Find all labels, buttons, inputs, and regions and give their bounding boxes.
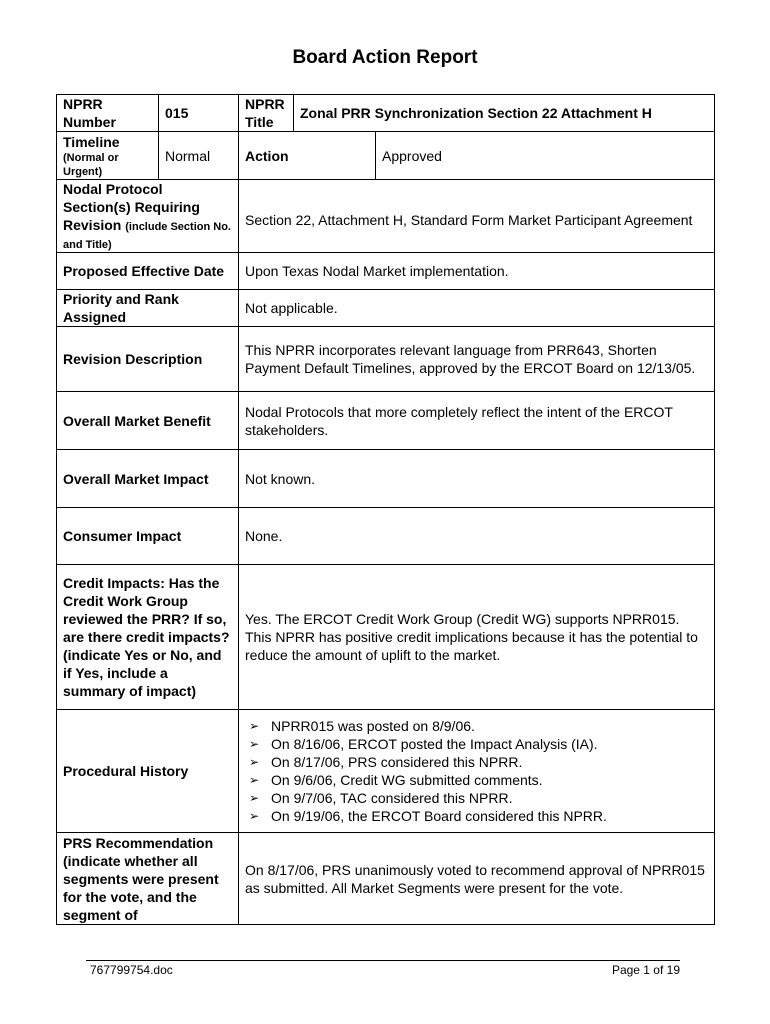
nodal-sub-label: (include Section No. and Title) bbox=[63, 221, 231, 251]
arrow-bullet-icon: ➢ bbox=[249, 719, 260, 733]
table-row bbox=[57, 253, 715, 290]
credit-impacts-value: Yes. The ERCOT Credit Work Group (Credit WG) supports NPRR015. This NPRR has positive credit implications because it has the potential to reduce the amount of uplift to the market. bbox=[239, 565, 715, 710]
footer-page-number: Page 1 of 19 bbox=[611, 963, 680, 977]
table-row bbox=[57, 508, 715, 565]
footer-divider bbox=[86, 960, 680, 961]
timeline-label: Timeline bbox=[63, 133, 120, 150]
report-title: Board Action Report bbox=[292, 47, 478, 68]
list-item: ➢ On 8/16/06, ERCOT posted the Impact Analysis (IA). bbox=[249, 736, 598, 752]
arrow-bullet-icon: ➢ bbox=[249, 737, 260, 751]
table-row bbox=[57, 565, 715, 710]
nprr-title-label: NPRR Title bbox=[239, 95, 294, 132]
table-row bbox=[57, 180, 715, 253]
timeline-cell bbox=[57, 132, 159, 180]
list-item: ➢ On 9/6/06, Credit WG submitted comments. bbox=[249, 772, 543, 788]
consumer-impact-value: None. bbox=[239, 508, 715, 565]
timeline-value: Normal bbox=[159, 132, 239, 180]
effective-date-value: Upon Texas Nodal Market implementation. bbox=[239, 253, 715, 290]
table-row bbox=[57, 95, 715, 132]
procedural-history-list bbox=[245, 717, 708, 825]
procedural-history-value bbox=[239, 710, 715, 833]
procedural-history-label: Procedural History bbox=[57, 710, 239, 833]
priority-label: Priority and Rank Assigned bbox=[57, 290, 239, 327]
consumer-impact-label: Consumer Impact bbox=[57, 508, 239, 565]
action-label: Action bbox=[239, 132, 376, 180]
market-benefit-label: Overall Market Benefit bbox=[57, 392, 239, 450]
table-row bbox=[57, 290, 715, 327]
list-item: ➢ On 8/17/06, PRS considered this NPRR. bbox=[249, 754, 523, 770]
table-row bbox=[57, 833, 715, 925]
arrow-bullet-icon: ➢ bbox=[249, 791, 260, 805]
credit-impacts-label: Credit Impacts: Has the Credit Work Group reviewed the PRR? If so, are there credit impacts? (indicate Yes or No, and if Yes, include a summary of impact) bbox=[57, 565, 239, 710]
effective-date-label: Proposed Effective Date bbox=[57, 253, 239, 290]
prs-recommendation-value: On 8/17/06, PRS unanimously voted to recommend approval of NPRR015 as submitted. All Market Segments were present for the vote. bbox=[239, 833, 715, 925]
nodal-cell bbox=[57, 180, 239, 253]
action-value: Approved bbox=[376, 132, 715, 180]
market-impact-value: Not known. bbox=[239, 450, 715, 508]
nodal-label: Nodal Protocol Section(s) Requiring Revision bbox=[63, 181, 200, 233]
priority-value: Not applicable. bbox=[239, 290, 715, 327]
arrow-bullet-icon: ➢ bbox=[249, 755, 260, 769]
nodal-value: Section 22, Attachment H, Standard Form Market Participant Agreement bbox=[239, 180, 715, 253]
list-item: ➢ On 9/19/06, the ERCOT Board considered this NPRR. bbox=[249, 808, 607, 824]
market-impact-label: Overall Market Impact bbox=[57, 450, 239, 508]
revision-description-label: Revision Description bbox=[57, 327, 239, 392]
prs-recommendation-label: PRS Recommendation (indicate whether all segments were present for the vote, and the segment of bbox=[57, 833, 239, 925]
footer-filename: 767799754.doc bbox=[90, 963, 173, 977]
table-row bbox=[57, 710, 715, 833]
nprr-number-label: NPRR Number bbox=[57, 95, 159, 132]
nprr-number-value: 015 bbox=[159, 95, 239, 132]
nprr-title-value: Zonal PRR Synchronization Section 22 Attachment H bbox=[294, 95, 715, 132]
report-table bbox=[56, 94, 715, 925]
table-row bbox=[57, 450, 715, 508]
arrow-bullet-icon: ➢ bbox=[249, 773, 260, 787]
table-row bbox=[57, 132, 715, 180]
market-benefit-value: Nodal Protocols that more completely reflect the intent of the ERCOT stakeholders. bbox=[239, 392, 715, 450]
list-item: ➢ NPRR015 was posted on 8/9/06. bbox=[249, 718, 475, 734]
arrow-bullet-icon: ➢ bbox=[249, 809, 260, 823]
table-row bbox=[57, 327, 715, 392]
revision-description-value: This NPRR incorporates relevant language from PRR643, Shorten Payment Default Timelines, approved by the ERCOT Board on 12/13/05. bbox=[239, 327, 715, 392]
list-item: ➢ On 9/7/06, TAC considered this NPRR. bbox=[249, 790, 513, 806]
table-row bbox=[57, 392, 715, 450]
timeline-sub-label: (Normal or Urgent) bbox=[63, 151, 119, 178]
